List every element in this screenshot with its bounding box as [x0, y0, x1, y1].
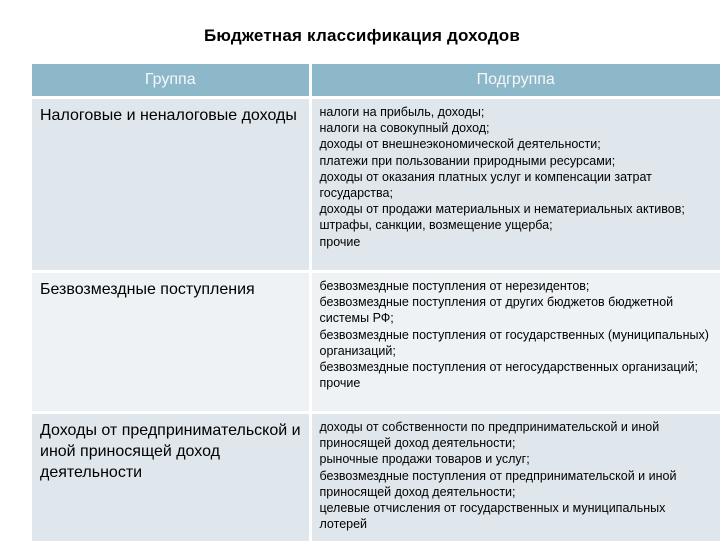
subgroup-item: доходы от внешнеэкономической деятельности; — [320, 136, 715, 152]
group-label: Безвозмездные поступления — [32, 273, 309, 300]
table-row — [32, 98, 720, 272]
subgroup-item: безвозмездные поступления от государственных (муниципальных) организаций; — [320, 327, 715, 359]
subgroup-item: безвозмездные поступления от предпринимательской и иной приносящей доход деятельности; — [320, 468, 715, 500]
group-label: Доходы от предпринимательской и иной приносящей доход деятельности — [32, 414, 309, 483]
column-header-subgroup: Подгруппа — [310, 64, 720, 98]
subgroup-item: целевые отчисления от государственных и муниципальных лотерей — [320, 500, 715, 532]
subgroup-item: налоги на прибыль, доходы; — [320, 104, 715, 120]
subgroup-item: безвозмездные поступления от других бюджетов бюджетной системы РФ; — [320, 294, 715, 326]
subgroup-item: платежи при пользовании природными ресурсами; — [320, 153, 715, 169]
group-cell — [32, 413, 310, 543]
group-cell — [32, 272, 310, 413]
subgroup-item: штрафы, санкции, возмещение ущерба; — [320, 217, 715, 233]
subgroup-item: безвозмездные поступления от негосударственных организаций; — [320, 359, 715, 375]
table-row — [32, 413, 720, 543]
group-label: Налоговые и неналоговые доходы — [32, 99, 309, 126]
subgroup-item: безвозмездные поступления от нерезидентов; — [320, 278, 715, 294]
table-header-row — [32, 64, 720, 98]
subgroup-list — [312, 414, 720, 532]
column-header-group: Группа — [32, 64, 310, 98]
page-title: Бюджетная классификация доходов — [0, 26, 720, 46]
subgroup-item: налоги на совокупный доход; — [320, 120, 715, 136]
table-row — [32, 272, 720, 413]
subgroup-item: доходы от оказания платных услуг и компенсации затрат государства; — [320, 169, 715, 201]
subgroup-item: доходы от собственности по предпринимательской и иной приносящей доход деятельности; — [320, 419, 715, 451]
subgroup-cell — [310, 98, 720, 272]
group-cell — [32, 98, 310, 272]
classification-table — [32, 64, 720, 544]
subgroup-cell — [310, 413, 720, 543]
subgroup-item: рыночные продажи товаров и услуг; — [320, 451, 715, 467]
subgroup-item: прочие — [320, 375, 715, 391]
subgroup-cell — [310, 272, 720, 413]
subgroup-item: прочие — [320, 234, 715, 250]
subgroup-list — [312, 273, 720, 391]
subgroup-list — [312, 99, 720, 250]
subgroup-item: доходы от продажи материальных и нематериальных активов; — [320, 201, 715, 217]
